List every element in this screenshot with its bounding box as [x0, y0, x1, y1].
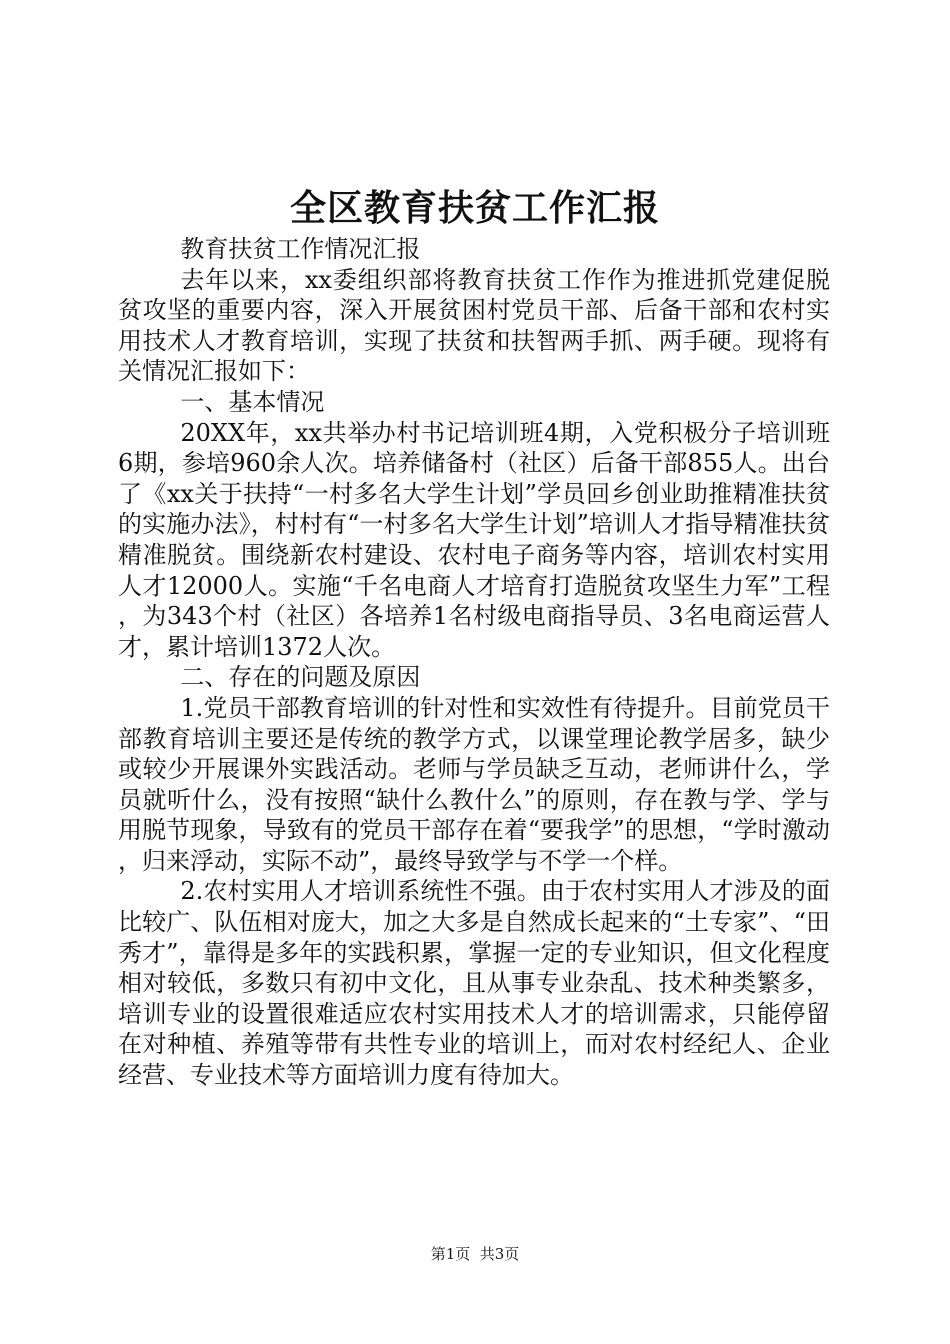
- basic-situation-paragraph: 20XX年，xx共举办村书记培训班4期，入党积极分子培训班6期，参培960余人次。培养储备村（社区）后备干部855人。出台了《xx关于扶持“一村多名大学生计划”学员回乡创业助推精准扶贫的实施办法》，村村有“一村多名大学生计划”培训人才指导精准扶贫精准脱贫。围绕新农村建设、农村电子商务等内容，培训农村实用人才12000人。实施“千名电商人才培育打造脱贫攻坚生力军”工程，为343个村（社区）各培养1名村级电商指导员、3名电商运营人才，累计培训1372人次。: [118, 418, 830, 661]
- problem-item-2: 2.农村实用人才培训系统性不强。由于农村实用人才涉及的面比较广、队伍相对庞大，加之大多是自然成长起来的“土专家”、“田秀才”，靠得是多年的实践积累，掌握一定的专业知识，但文化程度相对较低，多数只有初中文化，且从事专业杂乱、技术种类繁多，培训专业的设置很难适应农村实用技术人才的培训需求，只能停留在对种植、养殖等带有共性专业的培训上，而对农村经纪人、企业经营、专业技术等方面培训力度有待加大。: [118, 877, 830, 1090]
- section-heading-problems: 二、存在的问题及原因: [180, 663, 421, 692]
- page-number-footer: 第1页 共3页: [430, 1245, 520, 1263]
- problem-item-1: 1.党员干部教育培训的针对性和实效性有待提升。目前党员干部教育培训主要还是传统的教学方式，以课堂理论教学居多，缺少或较少开展课外实践活动。老师与学员缺乏互动，老师讲什么，学员就听什么，没有按照“缺什么教什么”的原则，存在教与学、学与用脱节现象，导致有的党员干部存在着“要我学”的思想，“学时激动，归来浮动，实际不动”，最终导致学与不学一个样。: [118, 693, 830, 875]
- intro-paragraph: 去年以来，xx委组织部将教育扶贫工作作为推进抓党建促脱贫攻坚的重要内容，深入开展贫困村党员干部、后备干部和农村实用技术人才教育培训，实现了扶贫和扶智两手抓、两手硬。现将有关情况汇报如下：: [118, 265, 830, 386]
- document-title: 全区教育扶贫工作汇报: [289, 187, 660, 229]
- section-heading-basic: 一、基本情况: [180, 387, 325, 416]
- document-body: [118, 234, 830, 1091]
- subtitle-paragraph: 教育扶贫工作情况汇报: [180, 235, 421, 263]
